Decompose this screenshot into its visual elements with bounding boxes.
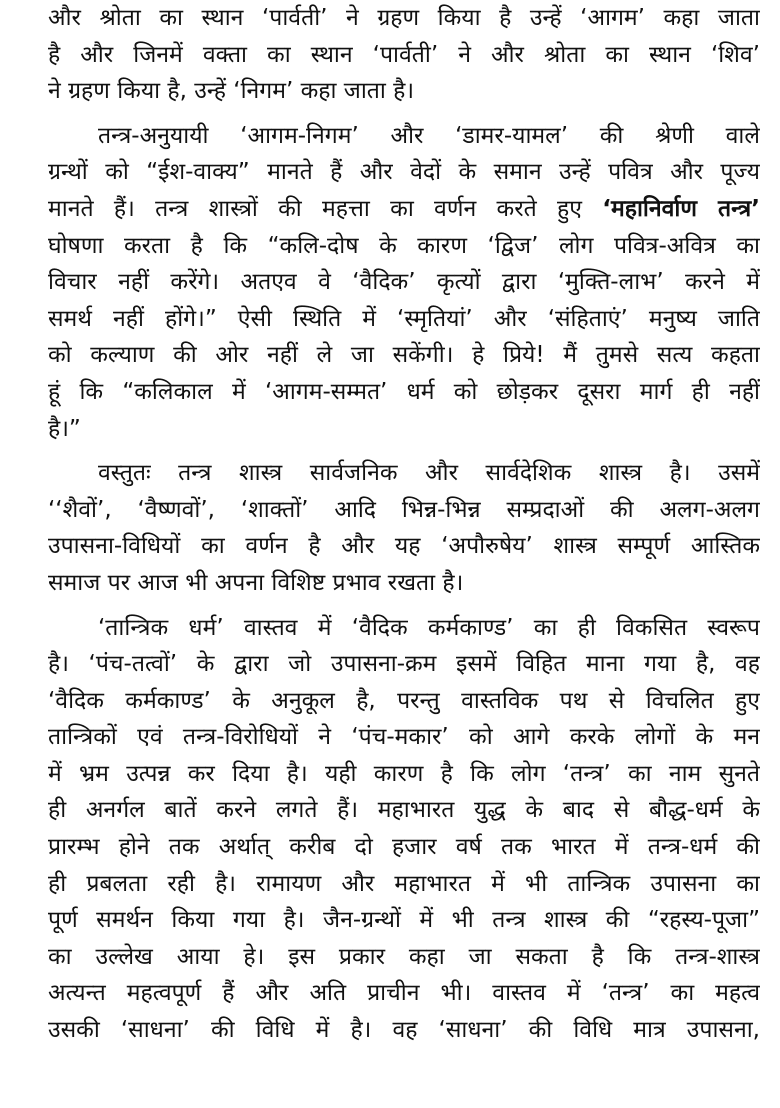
text-line: [48, 191, 760, 228]
text-line: और श्रोता का स्थान ‘पार्वती’ ने ग्रहण किया है उन्हें ‘आगम’ कहा जाता: [48, 5, 760, 31]
text-line: पूर्ण समर्थन किया गया है। जैन-ग्रन्थों में भी तन्त्र शास्त्र की “रहस्य-पूजा”: [48, 907, 760, 934]
text-line: समर्थ नहीं होंगे।” ऐसी स्थिति में ‘स्मृतियां’ और ‘संहिताएं’ मनुष्य जाति: [48, 305, 760, 332]
text-line: ग्रन्थों को “ईश-वाक्य” मानते हैं और वेदों के समान उन्हें पवित्र और पूज्य: [48, 159, 760, 186]
text-line: है। ‘पंच-तत्वों’ के द्वारा जो उपासना-क्रम इसमें विहित माना गया है, वह: [48, 651, 760, 678]
text-line: ‘तान्त्रिक धर्म’ वास्तव में ‘वैदिक कर्मकाण्ड’ का ही विकसित स्वरूप: [98, 614, 760, 641]
text-line: वस्तुतः तन्त्र शास्त्र सार्वजनिक और सार्वदेशिक शास्त्र है। उसमें: [98, 460, 760, 487]
text-line: तान्त्रिकों एवं तन्त्र-विरोधियों ने ‘पंच-मकार’ को आगे करके लोगों के मन: [48, 724, 760, 751]
text-line: प्रारम्भ होने तक अर्थात् करीब दो हजार वर्ष तक भारत में तन्त्र-धर्म की: [48, 834, 760, 861]
text-line: ने ग्रहण किया है, उन्हें ‘निगम’ कहा जाता है।: [48, 78, 415, 105]
text-line: ही अनर्गल बातें करने लगते हैं। महाभारत युद्ध के बाद से बौद्ध-धर्म के: [48, 797, 760, 824]
text-line: घोषणा करता है कि “कलि-दोष के कारण ‘द्विज’ लोग पवित्र-अवित्र का: [48, 232, 760, 259]
text-line: तन्त्र-अनुयायी ‘आगम-निगम’ और ‘डामर-यामल’ की श्रेणी वाले: [98, 122, 760, 149]
text-line: हूं कि “कलिकाल में ‘आगम-सम्मत’ धर्म को छोड़कर दूसरा मार्ग ही नहीं: [48, 378, 760, 405]
text-line: को कल्याण की ओर नहीं ले जा सकेंगी। हे प्रिये! मैं तुमसे सत्य कहता: [48, 342, 760, 369]
bold-phrase: ‘महानिर्वाण तन्त्र’: [602, 195, 760, 222]
text-line: अत्यन्त महत्वपूर्ण हैं और अति प्राचीन भी। वास्तव में ‘तन्त्र’ का महत्व: [48, 980, 760, 1007]
text-line: उपासना-विधियों का वर्णन है और यह ‘अपौरुषेय’ शास्त्र सम्पूर्ण आस्तिक: [48, 533, 760, 560]
text-line: ही प्रबलता रही है। रामायण और महाभारत में भी तान्त्रिक उपासना का: [48, 870, 760, 897]
text-line: उसकी ‘साधना’ की विधि में है। वह ‘साधना’ की विधि मात्र उपासना,: [48, 1017, 760, 1044]
text-line: ‘‘शैवों’, ‘वैष्णवों’, ‘शाक्तों’ आदि भिन्न-भिन्न सम्प्रदाओं की अलग-अलग: [48, 496, 760, 523]
text-line: विचार नहीं करेंगे। अतएव वे ‘वैदिक’ कृत्यों द्वारा ‘मुक्ति-लाभ’ करने में: [48, 269, 760, 296]
text-line: है।”: [48, 415, 81, 442]
text-line: है और जिनमें वक्ता का स्थान ‘पार्वती’ ने और श्रोता का स्थान ‘शिव’: [48, 41, 760, 68]
text-line: का उल्लेख आया हे। इस प्रकार कहा जा सकता है कि तन्त्र-शास्त्र: [48, 943, 760, 970]
paragraph-1: [48, 0, 760, 110]
text-line: में भ्रम उत्पन्न कर दिया है। यही कारण है कि लोग ‘तन्त्र’ का नाम सुनते: [48, 760, 760, 787]
paragraph-3: [48, 455, 760, 601]
paragraph-4: [48, 610, 760, 1049]
text-line: समाज पर आज भी अपना विशिष्ट प्रभाव रखता है।: [48, 569, 464, 596]
text-line: ‘वैदिक कर्मकाण्ड’ के अनुकूल है, परन्तु वास्तविक पथ से विचलित हुए: [48, 687, 760, 714]
text-segment: मानते हैं। तन्त्र शास्त्रों की महत्ता का वर्णन करते हुए: [48, 195, 582, 222]
paragraph-2: [48, 118, 760, 447]
